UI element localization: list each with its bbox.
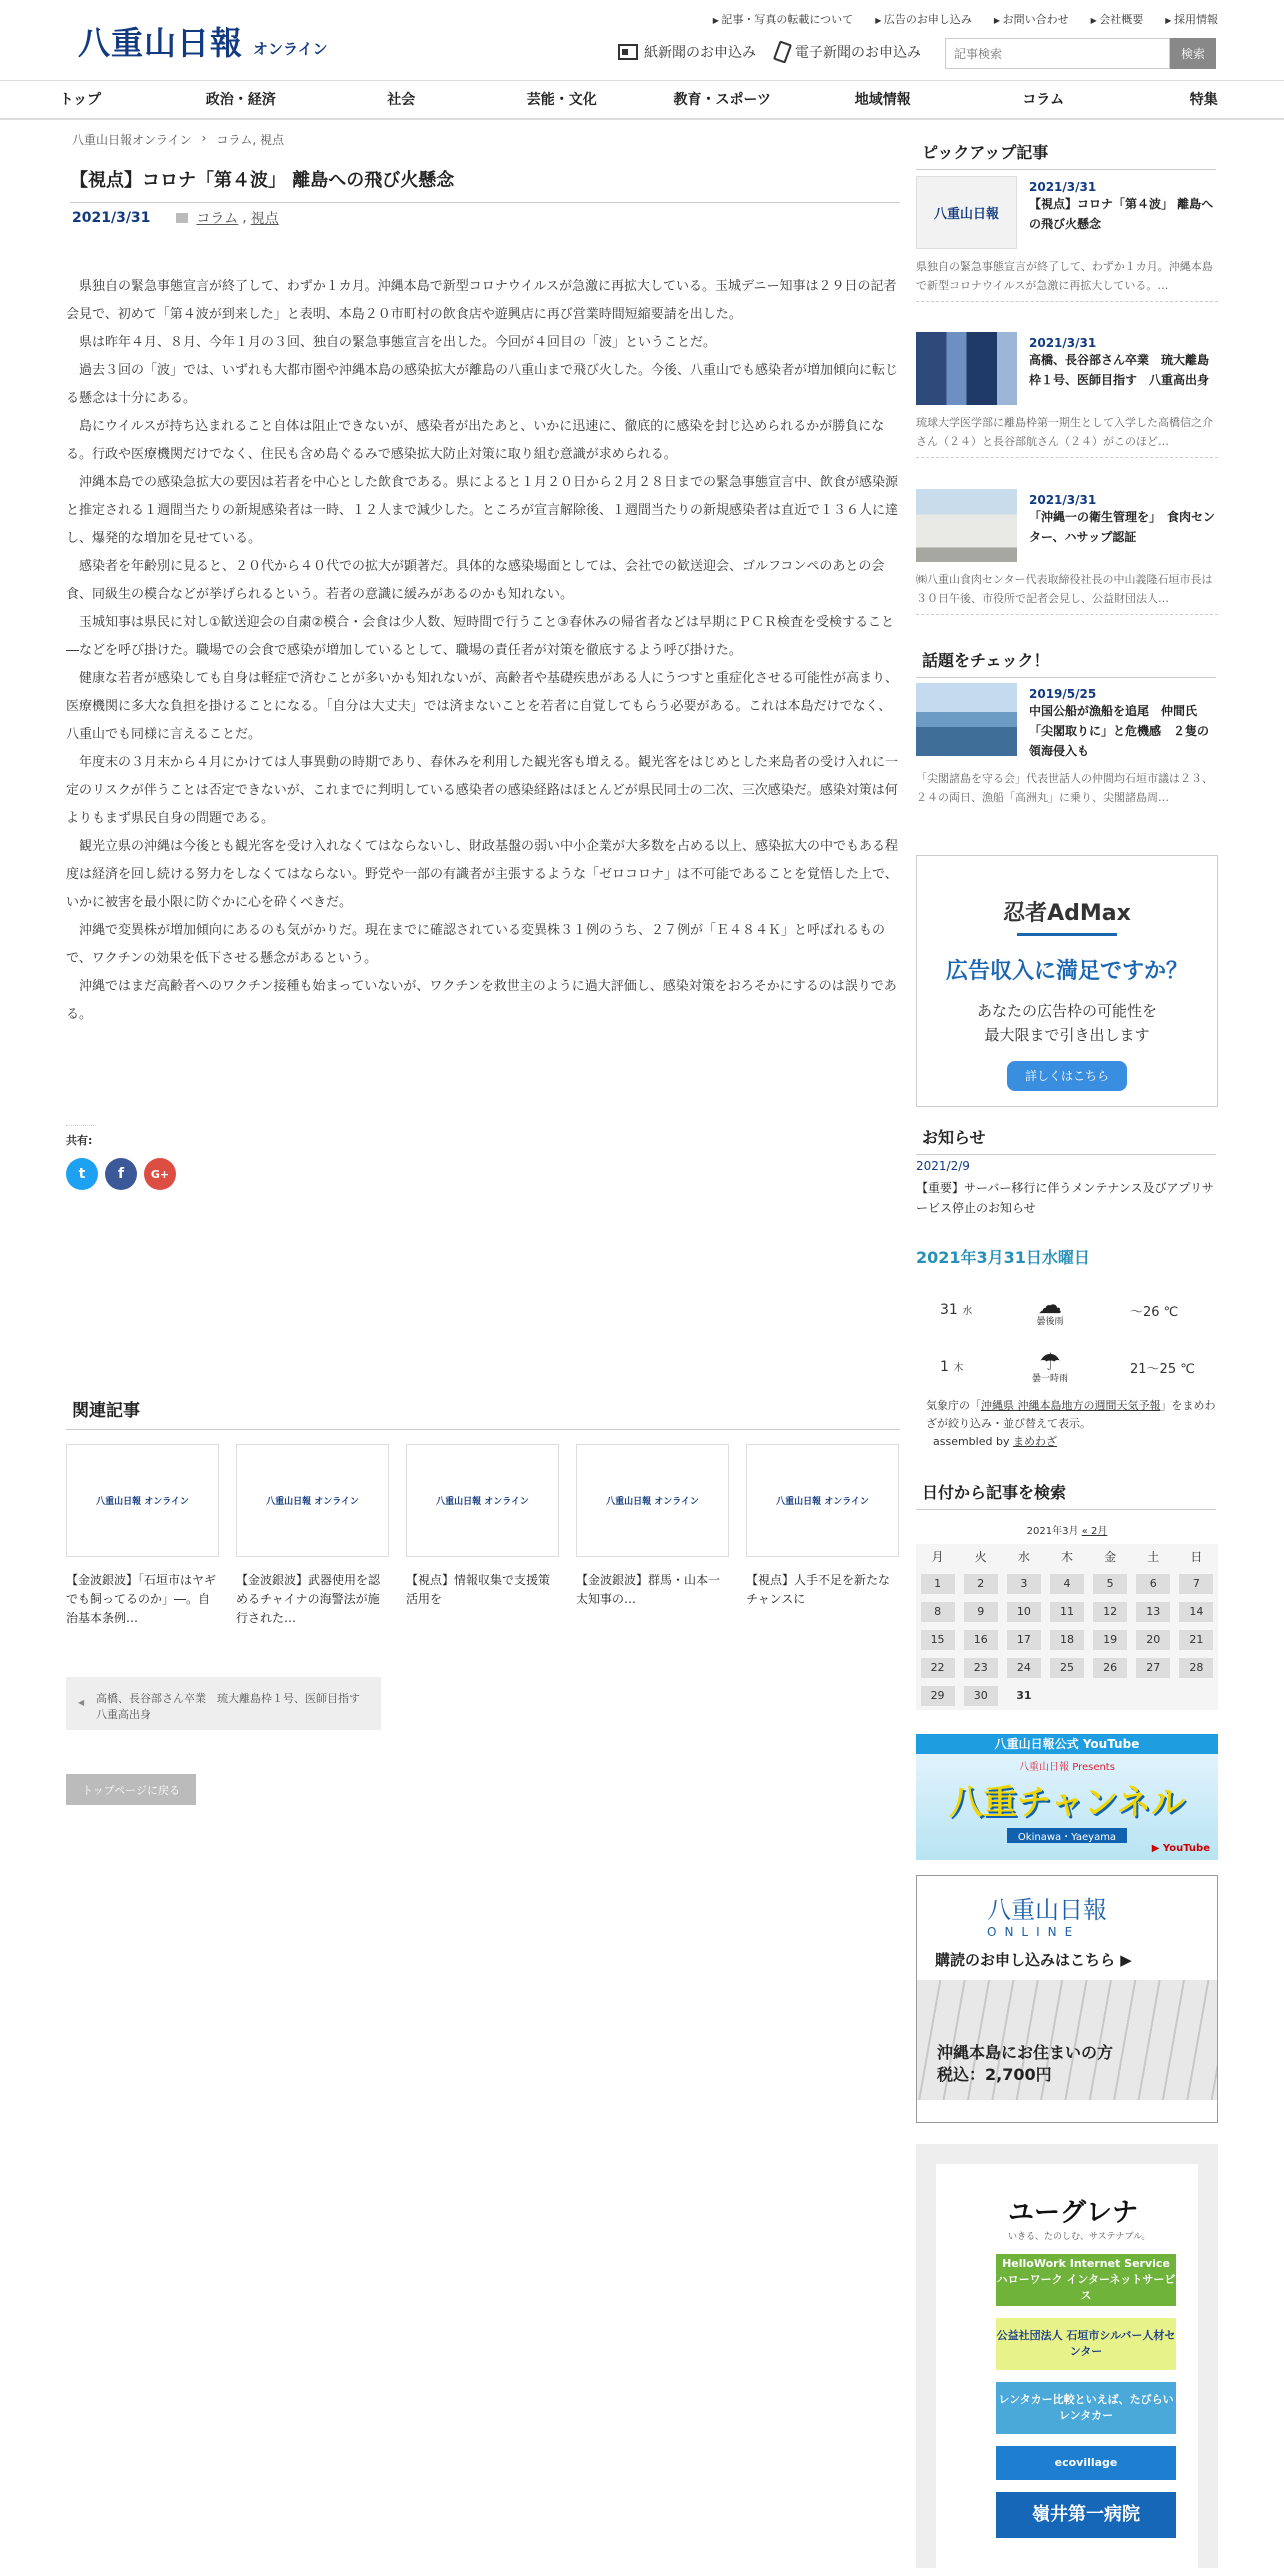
article-paragraph: 年度末の３月末から４月にかけては人事異動の時期であり、春休みを利用した観光客も増える。観光客をはじめとした来島者の受け入れに一定のリスクが伴うことは否定できないが、これまでに判明している感染者の感染経路はほとんどが県民同士の二次、三次感染だ。感染対策は何よりもまず県民自身の問題である。: [66, 755, 899, 826]
calendar-day[interactable]: 13: [1132, 1598, 1175, 1626]
calendar-day[interactable]: 4: [1045, 1570, 1088, 1598]
calendar-day: [1045, 1682, 1088, 1710]
related-item[interactable]: [576, 1444, 729, 1628]
article-paragraph: 県独自の緊急事態宣言が終了して、わずか１カ月。沖縄本島で新型コロナウイルスが急激に再拡大している。玉城デニー知事は２９日の記者会見で、初めて「第４波が到来した」と表明、本島２０市町村の飲食店や遊興店に再び営業時間短縮要請を出した。: [66, 279, 897, 322]
divider: [1017, 933, 1117, 936]
calendar-day[interactable]: 30: [959, 1682, 1002, 1710]
article-meta: [72, 208, 279, 228]
calendar-day: [1089, 1682, 1132, 1710]
calendar-weekday: 木: [1060, 1550, 1073, 1564]
article-categories: コラム , 視点: [176, 208, 278, 228]
notice-date: 2021/2/9: [916, 1159, 970, 1173]
calendar-day[interactable]: 28: [1175, 1654, 1218, 1682]
article-body: [66, 273, 900, 1029]
topic-excerpt: 「尖閣諸島を守る会」代表世話人の仲間均石垣市議は２３、２４の両日、漁船「高洲丸」に乗り、尖閣諸島周…: [916, 772, 1213, 804]
partner-banners: ユーグレナ いきる、たのしむ、サステナブル。 HelloWork Internet Service ハローワーク インターネットサービス 公益社団法人 石垣市シルバー人材センター レンタカー比較といえば、たびらいレンタカー ecovillage 嶺井第一病院: [916, 2144, 1218, 2568]
topic-date: 2019/5/25: [1029, 687, 1097, 701]
calendar-weekday: 火: [974, 1550, 987, 1564]
admax-button[interactable]: 詳しくはこちら: [1007, 1061, 1127, 1091]
pickup-item[interactable]: [916, 176, 1218, 302]
online-subscription-ad[interactable]: 八重山日報 ONLINE 購読のお申し込みはこちら ▶ 沖縄本島にお住まいの方 税込：2,700円: [916, 1875, 1218, 2123]
article-title: 【視点】コロナ「第４波」 離島への飛び火懸念: [70, 166, 900, 203]
nav-local[interactable]: 地域情報: [854, 92, 911, 108]
calendar-day[interactable]: 2: [959, 1570, 1002, 1598]
calendar-day[interactable]: 25: [1045, 1654, 1088, 1682]
article-paragraph: 沖縄ではまだ高齢者へのワクチン接種も始まっていないが、ワクチンを救世主のように過大評価し、感染対策をおろそかにするのは誤りである。: [66, 979, 897, 1022]
calendar-day[interactable]: 27: [1132, 1654, 1175, 1682]
main-nav: [0, 80, 1284, 120]
calendar-day[interactable]: 16: [959, 1626, 1002, 1654]
related-thumbnail[interactable]: 八重山日報 オンライン: [236, 1444, 389, 1557]
calendar-day[interactable]: 31: [1016, 1689, 1032, 1702]
calendar-day[interactable]: 8: [916, 1598, 959, 1626]
pickup-heading: ピックアップ記事: [916, 140, 1216, 170]
related-item[interactable]: [406, 1444, 559, 1628]
calendar-day[interactable]: 1: [916, 1570, 959, 1598]
nav-culture[interactable]: 芸能・文化: [526, 92, 597, 108]
pickup-excerpt: 県独自の緊急事態宣言が終了して、わずか１カ月。沖縄本島で新型コロナウイルスが急激に再拡大している。…: [916, 257, 1218, 302]
notice-heading: お知らせ: [916, 1125, 1216, 1155]
share-buttons: [66, 1158, 176, 1190]
topic-title[interactable]: 中国公船が漁船を追尾 仲間氏「尖閣取りに」と危機感 ２隻の領海侵入も: [1029, 704, 1210, 758]
calendar-day[interactable]: 11: [1045, 1598, 1088, 1626]
online-logo: 八重山日報: [987, 1896, 1107, 1924]
category-link-column[interactable]: コラム: [196, 211, 239, 227]
calendar-weekday: 日: [1190, 1550, 1203, 1564]
newspapers-image: 沖縄本島にお住まいの方 税込：2,700円: [917, 1980, 1217, 2100]
search-input[interactable]: [945, 38, 1170, 69]
calendar-day[interactable]: 22: [916, 1654, 959, 1682]
breadcrumb-category[interactable]: コラム, 視点: [216, 133, 284, 147]
top-links: [713, 11, 1218, 27]
pickup-date: 2021/3/31: [1029, 336, 1097, 350]
subscribe-paper-link[interactable]: 紙新聞のお申込み: [618, 42, 756, 62]
topic-thumbnail[interactable]: [916, 683, 1017, 756]
article-paragraph: 健康な若者が感染しても自身は軽症で済むことが多いかも知れないが、高齢者や基礎疾患がある人にうつすと重症化させる可能性が高まり、医療機関に多大な負担を掛けることになる。「自分は大丈夫」では済まないことを若者に自覚してもらう必要がある。これは本島だけでなく、八重山でも同様に言えることだ。: [66, 671, 899, 742]
breadcrumb: [72, 131, 284, 148]
topic-heading: 話題をチェック！: [916, 648, 1216, 678]
category-link-viewpoint[interactable]: 視点: [250, 211, 279, 227]
article-paragraph: 沖縄本島での感染急拡大の要因は若者を中心とした飲食である。県によると１月２０日から２月２８日までの緊急事態宣言中、飲食が感染源と推定される１週間当たりの新規感染者は一時、１２人まで減少した。ところが宣言解除後、１週間当たりの新規感染者は直近で１３６人に達し、爆発的な増加を見せている。: [66, 475, 899, 546]
article-paragraph: 沖縄で変異株が増加傾向にあるのも気がかりだ。現在までに確認されている変異株３１例のうち、２７例が「Ｅ４８４Ｋ」と呼ばれるもので、ワクチンの効果を低下させる懸念があるという。: [66, 923, 886, 966]
top-link-contact[interactable]: ▶ お問い合わせ: [994, 11, 1069, 27]
site-logo[interactable]: 八重山日報 オンライン: [78, 24, 328, 62]
pickup-item[interactable]: [916, 489, 1218, 615]
nav-column[interactable]: コラム: [1022, 92, 1065, 108]
pickup-excerpt: 琉球大学医学部に離島枠第一期生として入学した高橋信之介さん（２４）と長谷部航さん（２４）がこのほど…: [916, 413, 1218, 458]
top-link-recruit[interactable]: ▶ 採用情報: [1165, 11, 1218, 27]
related-title[interactable]: 【金波銀波】群馬・山本一太知事の…: [576, 1573, 721, 1606]
related-item[interactable]: [236, 1444, 389, 1628]
nav-top[interactable]: トップ: [59, 92, 102, 108]
cloud-rain-icon: ☁ 曇後雨: [1036, 1291, 1064, 1327]
top-link-ads[interactable]: ▶ 広告のお申し込み: [875, 11, 972, 27]
article-paragraph: 玉城知事は県民に対し①歓送迎会の自粛②模合・会食は少人数、短時間で行うこと③春休みの帰省者などは早期にＰＣＲ検査を受検すること―などを呼び掛けた。職場での会食で感染が増加しているとして、職場の責任者が対策を徹底するよう呼び掛けた。: [66, 615, 894, 658]
share-label: 共有:: [66, 1125, 96, 1148]
calendar-day[interactable]: 29: [916, 1682, 959, 1710]
chevron-right-icon: ›: [201, 131, 207, 145]
calendar-day[interactable]: 5: [1089, 1570, 1132, 1598]
top-link-company[interactable]: ▶ 会社概要: [1091, 11, 1144, 27]
calendar-day[interactable]: 10: [1002, 1598, 1045, 1626]
nav-education-sports[interactable]: 教育・スポーツ: [673, 92, 771, 108]
related-thumbnail[interactable]: 八重山日報 オンライン: [66, 1444, 219, 1557]
calendar-day: [1132, 1682, 1175, 1710]
search-button[interactable]: 検索: [1170, 38, 1216, 69]
admax-text: あなたの広告枠の可能性を: [976, 1002, 1157, 1020]
calendar: [916, 1520, 1218, 1710]
hellowork-banner[interactable]: HelloWork Internet Service ハローワーク インターネットサービス: [996, 2254, 1176, 2306]
article-paragraph: 島にウイルスが持ち込まれること自体は阻止できないが、感染者が出たあと、いかに迅速に、徹底的に感染を封じ込められるかが勝負になる。行政や医療機関だけでなく、住民も含め島ぐるみで感染拡大防止対策に取り組む意識が求められる。: [66, 419, 885, 462]
euglena-banner[interactable]: ユーグレナ: [1008, 2198, 1139, 2228]
breadcrumb-home[interactable]: 八重山日報オンライン: [72, 133, 192, 147]
calendar-day[interactable]: 7: [1175, 1570, 1218, 1598]
weather-source-link[interactable]: 沖縄県 沖縄本島地方の週間天気予報: [981, 1399, 1161, 1412]
admax-ad[interactable]: [916, 855, 1218, 1107]
calendar-weekday: 金: [1104, 1550, 1117, 1564]
calendar-day[interactable]: 23: [959, 1654, 1002, 1682]
top-link-reprint[interactable]: ▶ 記事・写真の転載について: [713, 11, 853, 27]
nav-feature[interactable]: 特集: [1189, 92, 1218, 108]
related-item[interactable]: [746, 1444, 899, 1628]
rentacar-banner[interactable]: レンタカー比較といえば、たびらいレンタカー: [996, 2382, 1176, 2434]
pickup-thumbnail[interactable]: [916, 332, 1017, 405]
pickup-thumbnail[interactable]: [916, 489, 1017, 562]
pickup-title[interactable]: 【視点】コロナ「第４波」 離島への飛び火懸念: [1029, 197, 1214, 231]
calendar-day[interactable]: 15: [916, 1626, 959, 1654]
nav-society[interactable]: 社会: [387, 92, 416, 108]
weather-date: 2021年3月31日水曜日: [916, 1248, 1090, 1267]
related-title[interactable]: 【金波銀波】「石垣市はヤギでも飼ってるのか」―。自治基本条例…: [66, 1573, 217, 1625]
calendar-weekday: 月: [931, 1550, 944, 1564]
smartphone-icon: [773, 40, 792, 63]
prev-post-link[interactable]: ◀ 高橋、長谷部さん卒業 琉大離島枠１号、医師目指す 八重高出身: [66, 1677, 381, 1730]
site-header: [0, 0, 1284, 80]
yt-ad-title: 八重チャンネル: [949, 1783, 1185, 1823]
calendar-day[interactable]: 14: [1175, 1598, 1218, 1626]
cloud-umbrella-icon: ☂ 曇一時雨: [1031, 1348, 1068, 1384]
calendar-day[interactable]: 20: [1132, 1626, 1175, 1654]
related-title[interactable]: 【視点】情報収集で支援策活用を: [406, 1573, 551, 1606]
article-paragraph: 感染者を年齢別に見ると、２０代から４０代での拡大が顕著だ。具体的な感染場面としては、会社での歓送迎会、ゴルフコンペのあとの会食、同級生の模合などが挙げられるという。若者の意識に緩みがあるのかも知れない。: [66, 559, 885, 602]
twitter-icon[interactable]: t: [66, 1158, 98, 1190]
pickup-date: 2021/3/31: [1029, 493, 1097, 507]
weather-row: 1 木 ☂ 曇一時雨 21～25 ℃: [940, 1348, 1195, 1384]
calendar-day[interactable]: 6: [1132, 1570, 1175, 1598]
weather-temp: ～26 ℃: [1130, 1304, 1179, 1320]
related-heading: 関連記事: [66, 1390, 900, 1430]
youtube-channel-ad[interactable]: 八重山日報公式 YouTube 八重山日報 Presents 八重チャンネル Okinawa・Yaeyama ▶ YouTube: [916, 1734, 1218, 1860]
pickup-title[interactable]: 「沖縄一の衛生管理を」 食肉センター、ハサップ認証: [1029, 510, 1216, 544]
share-section: [66, 1125, 176, 1190]
facebook-icon[interactable]: f: [105, 1158, 137, 1190]
admax-headline: 広告収入に満足ですか？: [945, 959, 1188, 984]
topic-item[interactable]: [916, 683, 1218, 813]
calendar-day[interactable]: 18: [1045, 1626, 1088, 1654]
youtube-icon: ▶ YouTube: [1151, 1843, 1210, 1854]
pickup-excerpt: ㈱八重山食肉センター代表取締役社長の中山義隆石垣市長は３０日午後、市役所で記者会見し、公益財団法人…: [916, 570, 1218, 615]
calendar-day[interactable]: 17: [1002, 1626, 1045, 1654]
calendar-prev-link[interactable]: « 2月: [1081, 1526, 1108, 1537]
folder-icon: [176, 213, 188, 223]
google-plus-icon[interactable]: G+: [144, 1158, 176, 1190]
article-paragraph: 過去３回の「波」では、いずれも大都市圏や沖縄本島の感染拡大が離島の八重山まで飛び火した。今後、八重山でも感染者が増加傾向に転じる懸念は十分にある。: [66, 363, 899, 406]
calendar-day[interactable]: 26: [1089, 1654, 1132, 1682]
calendar-day[interactable]: 24: [1002, 1654, 1045, 1682]
nav-politics-economy[interactable]: 政治・経済: [205, 92, 276, 108]
article-date: 2021/3/31: [72, 210, 151, 226]
newspaper-icon: [618, 44, 638, 60]
pickup-date: 2021/3/31: [1029, 180, 1097, 194]
calendar-grid: [916, 1544, 1218, 1710]
article-paragraph: 県は昨年４月、８月、今年１月の３回、独自の緊急事態宣言を出した。今回が４回目の「波」ということだ。: [79, 335, 717, 350]
back-to-top-button[interactable]: トップページに戻る: [66, 1774, 196, 1805]
notice-link[interactable]: 【重要】サーバー移行に伴うメンテナンス及びアプリサービス停止のお知らせ: [916, 1181, 1214, 1215]
calendar-weekday: 土: [1147, 1550, 1160, 1564]
pickup-item[interactable]: [916, 332, 1218, 458]
article-paragraph: 観光立県の沖縄は今後とも観光客を受け入れなくてはならないし、財政基盤の弱い中小企業が大多数を占める以上、感染拡大の中でもある程度は経済を回し続ける努力をしなくてはならない。野党や一部の有識者が主張するような「ゼロコロナ」は不可能であることを覚悟した上で、いかに被害を最小限に防ぐかに心を砕くべきだ。: [66, 839, 899, 910]
related-title[interactable]: 【金波銀波】武器使用を認めるチャイナの海警法が施行された…: [236, 1573, 381, 1625]
online-cta: 購読のお申し込みはこちら ▶: [935, 1951, 1132, 1969]
calendar-day[interactable]: 21: [1175, 1626, 1218, 1654]
related-item[interactable]: [66, 1444, 219, 1628]
calendar-caption: 2021年3月 « 2月: [1026, 1526, 1108, 1537]
pickup-thumbnail[interactable]: 八重山日報: [916, 176, 1017, 249]
weather-row: 31 水 ☁ 曇後雨 ～26 ℃: [940, 1291, 1179, 1327]
calendar-day[interactable]: 9: [959, 1598, 1002, 1626]
subscription-links: [618, 42, 921, 62]
ecovillage-banner[interactable]: ecovillage: [996, 2446, 1176, 2480]
calendar-day[interactable]: 19: [1089, 1626, 1132, 1654]
admax-brand: 忍者AdMax: [1003, 901, 1131, 926]
hospital-banner[interactable]: 嶺井第一病院: [996, 2492, 1176, 2538]
weather-temp: 21～25 ℃: [1130, 1361, 1195, 1377]
silver-center-banner[interactable]: 公益社団法人 石垣市シルバー人材センター: [996, 2318, 1176, 2370]
mamewaza-link[interactable]: まめわざ: [1012, 1435, 1057, 1448]
calendar-day[interactable]: 3: [1002, 1570, 1045, 1598]
calendar-day[interactable]: 12: [1089, 1598, 1132, 1626]
related-thumbnail[interactable]: 八重山日報 オンライン: [576, 1444, 729, 1557]
related-thumbnail[interactable]: 八重山日報 オンライン: [746, 1444, 899, 1557]
calendar-day: [1175, 1682, 1218, 1710]
related-thumbnail[interactable]: 八重山日報 オンライン: [406, 1444, 559, 1557]
pickup-title[interactable]: 高橋、長谷部さん卒業 琉大離島枠１号、医師目指す 八重高出身: [1029, 353, 1210, 387]
calendar-weekday: 水: [1017, 1550, 1030, 1564]
related-title[interactable]: 【視点】人手不足を新たなチャンスに: [746, 1573, 891, 1606]
weather-note: 気象庁の「沖縄県 沖縄本島地方の週間天気予報」をまめわざが絞り込み・並び替えて表示。 assembled by まめわざ: [926, 1399, 1216, 1448]
calendar-heading: 日付から記事を検索: [916, 1480, 1216, 1510]
related-list: [66, 1444, 900, 1628]
yt-ad-top: 八重山日報公式 YouTube: [916, 1734, 1218, 1754]
admax-text: 最大限まで引き出します: [984, 1026, 1150, 1044]
subscribe-digital-link[interactable]: 電子新聞のお申込み: [776, 42, 921, 62]
